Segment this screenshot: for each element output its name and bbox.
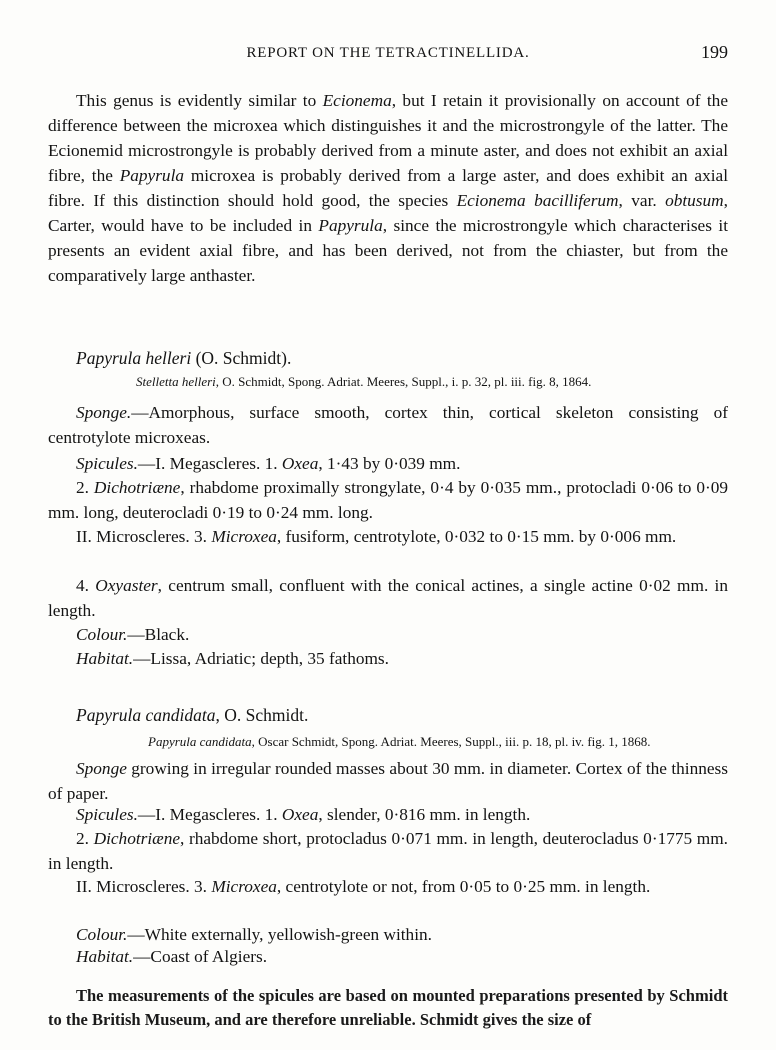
field-text: —Amorphous, surface smooth, cortex thin, cortical skeleton consisting of centrotylote microxeas. <box>48 403 728 447</box>
species-name: Papyrula candidata <box>76 705 216 725</box>
field-text: , fusiform, centrotylote, 0·032 to 0·15 mm. by 0·006 mm. <box>276 527 677 546</box>
habitat-helleri <box>48 646 728 671</box>
species-name: Papyrula helleri <box>76 348 192 368</box>
spicules-helleri <box>48 451 728 476</box>
taxon-name: Papyrula <box>119 166 185 185</box>
field-text: —Coast of Algiers. <box>133 947 268 966</box>
dichotriaene-candidata <box>48 826 728 876</box>
field-label: Spicules. <box>76 805 138 824</box>
field-label: Habitat. <box>76 649 134 668</box>
spicule-name: Dichotriæne <box>93 478 181 497</box>
intro-text: , but I retain it provisionally on account of the difference between the microxea which distinguishes it and the microstrongyle of the latter. The Ecionemid microstrongyle is probably derived from a minute aster, and does not exhibit an axial fibre, the <box>48 91 728 185</box>
item-number: 2. <box>76 829 94 848</box>
taxon-name: Papyrula <box>318 216 383 235</box>
field-text: , slender, 0·816 mm. in length. <box>318 805 531 824</box>
field-label: II. Microscleres. 3. <box>76 527 212 546</box>
field-text: —Lissa, Adriatic; depth, 35 fathoms. <box>133 649 389 668</box>
field-label: Colour. <box>76 925 128 944</box>
intro-text: , var. <box>618 191 666 210</box>
spicule-name: Oxyaster <box>95 576 158 595</box>
species-author: , O. Schmidt. <box>215 705 309 725</box>
field-text: growing in irregular rounded masses about 30 mm. in diameter. Cortex of the thinness of paper. <box>48 759 728 803</box>
field-text: —White externally, yellowish-green within. <box>127 925 432 944</box>
spicule-name: Microxea <box>211 527 277 546</box>
citation-text: , Oscar Schmidt, Spong. Adriat. Meeres, Suppl., iii. p. 18, pl. iv. fig. 1, 1868. <box>251 734 651 749</box>
field-text: —Black. <box>127 625 190 644</box>
field-text: , 1·43 by 0·039 mm. <box>318 454 461 473</box>
page-header <box>48 42 728 66</box>
spicule-name: Oxea <box>281 805 319 824</box>
colour-helleri <box>48 622 728 647</box>
field-text: —I. Megascleres. 1. <box>137 805 282 824</box>
oxyaster-helleri <box>48 573 728 623</box>
field-label: Sponge <box>76 759 127 778</box>
citation-taxon: Papyrula candidata <box>148 734 252 749</box>
microscleres-helleri <box>48 524 728 549</box>
spicules-candidata <box>48 802 728 827</box>
taxon-name: Ecionema <box>322 91 392 110</box>
spicule-name: Microxea <box>211 877 277 896</box>
sponge-description-helleri <box>48 400 728 450</box>
sponge-description-candidata <box>48 756 728 806</box>
intro-text: , since the microstrongyle which characterises it presents an evident axial fibre, and has been derived, not from the chiaster, but from the comparatively large anthaster. <box>48 216 728 285</box>
field-label: Colour. <box>76 625 128 644</box>
species-heading-candidata <box>48 703 728 728</box>
item-number: 2. <box>76 478 94 497</box>
taxon-name: Ecionema bacilliferum <box>456 191 619 210</box>
field-label: Sponge. <box>76 403 132 422</box>
species-heading-helleri <box>48 346 728 371</box>
citation-text: , O. Schmidt, Spong. Adriat. Meeres, Suppl., i. p. 32, pl. iii. fig. 8, 1864. <box>215 374 592 389</box>
citation-taxon: Stelletta helleri <box>136 374 216 389</box>
intro-paragraph <box>48 88 728 288</box>
field-text: , centrotylote or not, from 0·05 to 0·25 mm. in length. <box>276 877 651 896</box>
field-text: , rhabdome proximally strongylate, 0·4 by 0·035 mm., protocladi 0·06 to 0·09 mm. long, deuterocladi 0·19 to 0·24 mm. long. <box>48 478 729 522</box>
habitat-candidata <box>48 944 728 969</box>
field-text: —I. Megascleres. 1. <box>137 454 282 473</box>
intro-text: This genus is evidently similar to <box>76 91 323 110</box>
intro-text: microxea is probably derived from a large aster, and does exhibit an axial fibre. If this distinction should hold good, the species <box>48 166 729 210</box>
citation-helleri <box>136 374 591 390</box>
citation-candidata <box>148 734 651 750</box>
taxon-name: obtusum <box>665 191 724 210</box>
field-text: , centrum small, confluent with the conical actines, a single actine 0·02 mm. in length. <box>48 576 729 620</box>
closing-paragraph: The measurements of the spicules are based on mounted preparations presented by Schmidt to the British Museum, and are therefore unreliable. Schmidt gives the size of <box>48 986 728 1029</box>
intro-text: , Carter, would have to be included in <box>48 191 728 235</box>
dichotriaene-helleri <box>48 475 728 525</box>
field-label: II. Microscleres. 3. <box>76 877 212 896</box>
running-title: REPORT ON THE TETRACTINELLIDA. <box>246 45 530 61</box>
page-number: 199 <box>701 42 728 62</box>
spicule-name: Oxea <box>281 454 319 473</box>
field-label: Spicules. <box>76 454 138 473</box>
species-author: (O. Schmidt). <box>191 348 292 368</box>
field-label: Habitat. <box>76 947 134 966</box>
spicule-name: Dichotriæne <box>93 829 181 848</box>
field-text: , rhabdome short, protocladus 0·071 mm. in length, deuterocladus 0·1775 mm. in length. <box>48 829 728 873</box>
microscleres-candidata <box>48 874 728 899</box>
item-number: 4. <box>76 576 96 595</box>
